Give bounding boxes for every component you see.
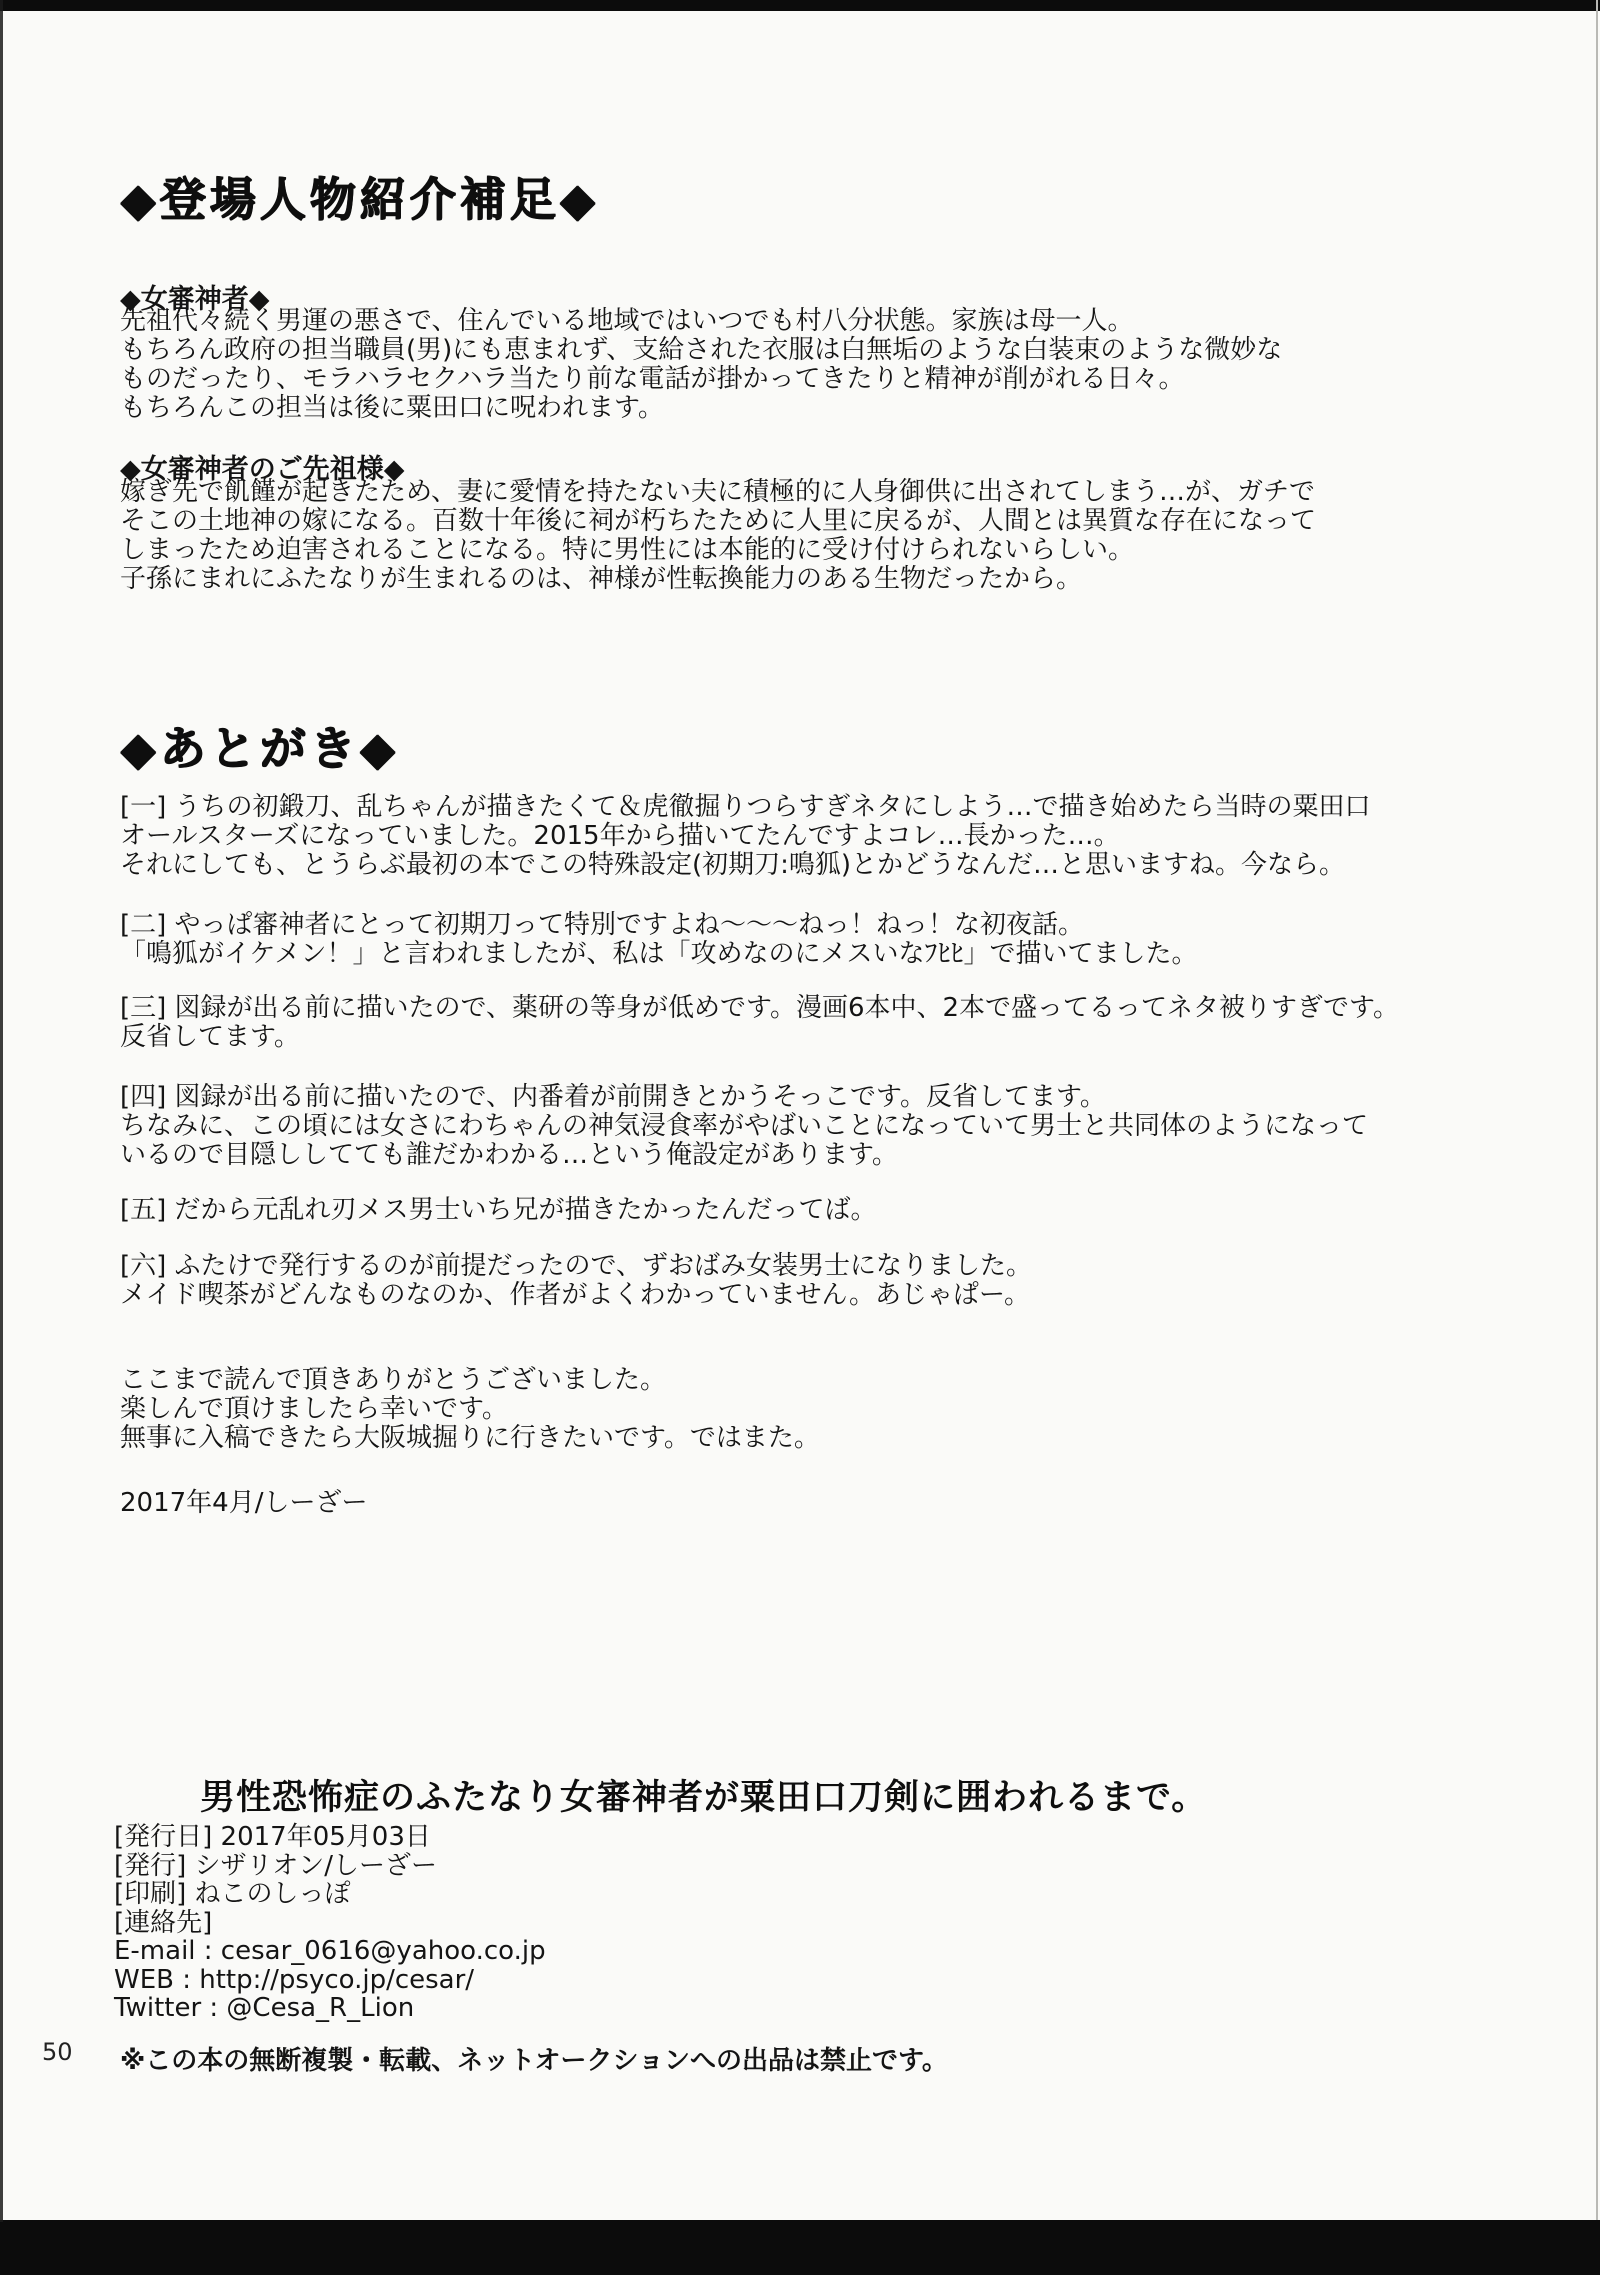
- text-line: [四] 図録が出る前に描いたので、内番着が前開きとかうそっこです。反省してます。: [120, 1082, 1106, 1112]
- paragraph-female-saniwa: [120, 307, 1282, 423]
- date-signature: 2017年4月/しーざー: [120, 1488, 368, 1518]
- afterword-note-4: [120, 1083, 1368, 1170]
- contact-heading-line: [連絡先]: [114, 1907, 213, 1938]
- text-line: もちろんこの担当は後に粟田口に呪われます。: [120, 393, 664, 423]
- printer-line: [印刷] ねこのしっぽ: [114, 1879, 351, 1909]
- text-line: ここまで読んで頂きありがとうございました。: [120, 1365, 667, 1395]
- text-line: いるので目隠ししてても誰だかわかる…という俺設定があります。: [120, 1140, 898, 1170]
- text-line: [一] うちの初鍛刀、乱ちゃんが描きたくて＆虎徹掘りつらすぎネタにしよう…で描き始めたら当時の粟田口: [120, 792, 1371, 822]
- scan-edge-bottom: [0, 2220, 1600, 2275]
- subsection-heading-ancestor: ◆女審神者のご先祖様◆: [120, 454, 405, 485]
- text-line: それにしても、とうらぶ最初の本でこの特殊設定(初期刀:鳴狐)とかどうなんだ…と思いますね。今なら。: [120, 850, 1346, 880]
- section-header-character-intro: ◆登場人物紹介補足◆: [120, 172, 599, 226]
- text-line: オールスターズになっていました。2015年から描いてたんですよコレ…長かった…。: [120, 821, 1120, 851]
- scan-edge-right: [1596, 0, 1598, 2220]
- text-line: メイド喫茶がどんなものなのか、作者がよくわかっていません。あじゃぱー。: [120, 1280, 1031, 1310]
- text-line: 先祖代々続く男運の悪さで、住んでいる地域ではいつでも村八分状態。家族は母一人。: [120, 306, 1134, 336]
- text-line: 楽しんで頂けましたら幸いです。: [120, 1394, 508, 1424]
- text-line: [三] 図録が出る前に描いたので、薬研の等身が低めです。漫画6本中、2本で盛ってるってネタ被りすぎです。: [120, 993, 1399, 1023]
- afterword-note-2: [120, 911, 1197, 969]
- afterword-note-3: [120, 994, 1399, 1052]
- book-title: 男性恐怖症のふたなり女審神者が粟田口刀剣に囲われるまで。: [200, 1778, 1208, 1818]
- colophon-details: [114, 1823, 546, 2023]
- text-line: 「鳴狐がイケメン！」と言われましたが、私は「攻めなのにメスいなﾌﾋﾋ」で描いてました。: [120, 939, 1198, 969]
- text-line: [六] ふたけで発行するのが前提だったので、ずおばみ女装男士になりました。: [120, 1251, 1033, 1281]
- text-line: [二] やっぱ審神者にとって初期刀って特別ですよね～～～ねっ！ねっ！な初夜話。: [120, 910, 1085, 940]
- afterword-note-5: [120, 1196, 877, 1225]
- text-line: 嫁ぎ先で飢饉が起きたため、妻に愛情を持たない夫に積極的に人身御供に出されてしまう…が、ガチで: [120, 477, 1315, 507]
- publisher-line: [発行] シザリオン/しーざー: [114, 1850, 438, 1881]
- copyright-notice: ※この本の無断複製・転載、ネットオークションへの出品は禁止です。: [120, 2046, 948, 2076]
- text-line: もちろん政府の担当職員(男)にも恵まれず、支給された衣服は白無垢のような白装束のような微妙な: [120, 335, 1283, 365]
- scan-edge-left: [0, 0, 3, 2222]
- page-number: 50: [42, 2038, 73, 2066]
- afterword-closing: [120, 1366, 820, 1453]
- text-line: 子孫にまれにふたなりが生まれるのは、神様が性転換能力のある生物だったから。: [120, 564, 1083, 594]
- section-header-afterword: ◆あとがき◆: [120, 721, 399, 775]
- text-line: 反省してます。: [120, 1022, 300, 1052]
- text-line: ものだったり、モラハラセクハラ当たり前な電話が掛かってきたりと精神が削がれる日々。: [120, 364, 1185, 394]
- text-line: 無事に入稿できたら大阪城掘りに行きたいです。ではまた。: [120, 1423, 820, 1453]
- twitter-line: Twitter : @Cesa_R_Lion: [114, 1993, 415, 2023]
- afterword-note-6: [120, 1252, 1032, 1310]
- scan-edge-top: [0, 0, 1600, 11]
- text-line: [五] だから元乱れ刃メス男士いち兄が描きたかったんだってば。: [120, 1195, 877, 1225]
- text-line: そこの土地神の嫁になる。百数十年後に祠が朽ちたために人里に戻るが、人間とは異質な存在になって: [120, 506, 1317, 536]
- text-line: しまったため迫害されることになる。特に男性には本能的に受け付けられないらしい。: [120, 535, 1135, 565]
- text-line: ちなみに、この頃には女さにわちゃんの神気浸食率がやばいことになっていて男士と共同体のようになって: [120, 1111, 1369, 1141]
- email-line: E-mail : cesar_0616@yahoo.co.jp: [114, 1936, 546, 1966]
- web-line: WEB : http://psyco.jp/cesar/: [114, 1964, 475, 1995]
- subsection-heading-female-saniwa: ◆女審神者◆: [120, 284, 270, 315]
- afterword-note-1: [120, 793, 1371, 880]
- paragraph-ancestor: [120, 478, 1316, 594]
- publish-date-line: [発行日] 2017年05月03日: [114, 1822, 431, 1852]
